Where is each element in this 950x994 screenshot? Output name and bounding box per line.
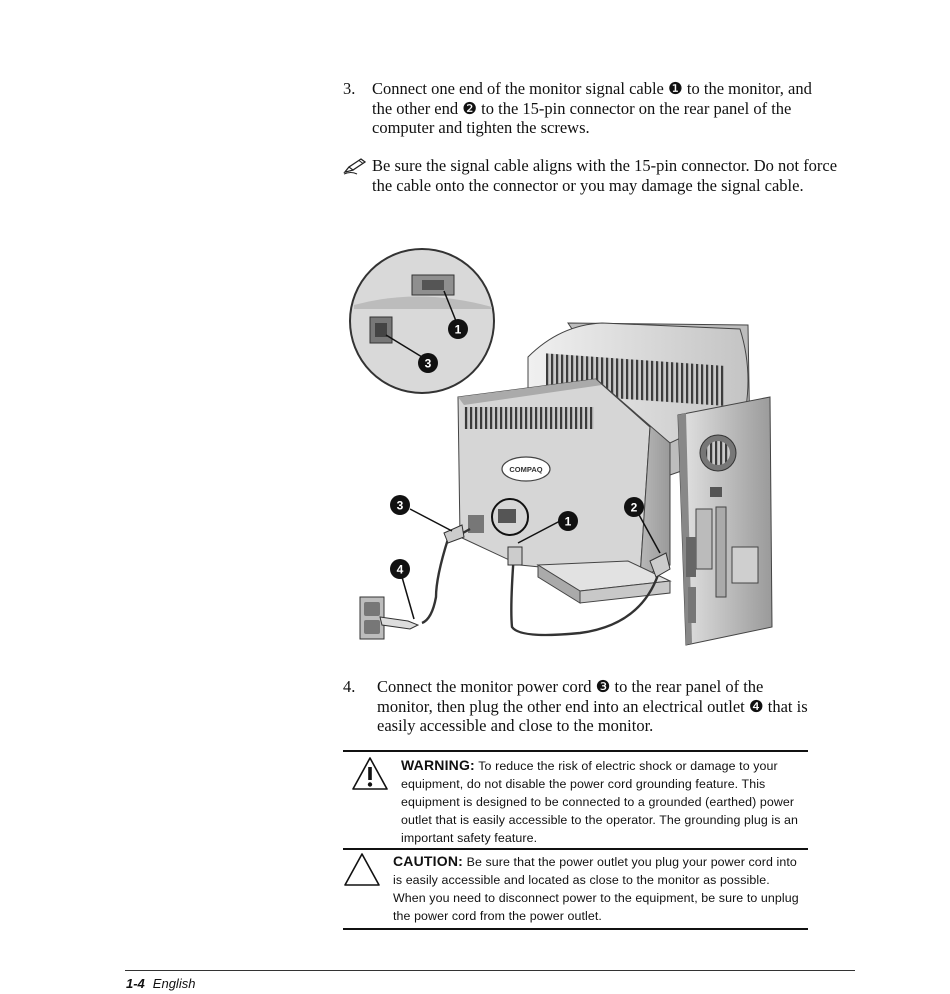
svg-text:2: 2 [630, 500, 638, 515]
caution-icon [343, 852, 381, 893]
caution-label: CAUTION: [393, 853, 464, 869]
footer-rule [125, 970, 855, 971]
warning-icon [351, 756, 389, 797]
warning-text [401, 756, 809, 847]
svg-text:1: 1 [454, 322, 462, 337]
svg-text:4: 4 [396, 562, 404, 577]
box-top-rule [343, 750, 808, 752]
note [343, 156, 843, 195]
monitor-connection-illustration [340, 247, 780, 652]
svg-text:1: 1 [564, 514, 572, 529]
pencil-note-icon [343, 156, 369, 176]
step-3 [343, 79, 813, 138]
box-bottom-rule [343, 928, 808, 930]
svg-text:3: 3 [424, 356, 432, 371]
step-number: 4. [343, 677, 356, 696]
page-footer [126, 976, 195, 991]
warning-label: WARNING: [401, 757, 475, 773]
step-number: 3. [343, 79, 356, 98]
caution-body: Be sure that the power outlet you plug your power cord into is easily accessible and located as close to the monitor as possible. When you need to disconnect power to the equipment, be sure to unplug the power cord from the power outlet. [393, 855, 799, 923]
page-number: 1-4 [126, 976, 145, 991]
box-middle-rule [343, 848, 808, 850]
computer-tower [678, 397, 772, 645]
step-text: Connect the monitor power cord ❸ to the rear panel of the monitor, then plug the other end into an electrical outlet ❹ that is easily accessible and close to the monitor. [377, 677, 808, 735]
svg-text:COMPAQ: COMPAQ [509, 465, 543, 474]
note-text: Be sure the signal cable aligns with the 15-pin connector. Do not force the cable onto the connector or you may damage the signal cable. [372, 156, 838, 195]
step-4 [343, 677, 813, 736]
svg-text:3: 3 [396, 498, 404, 513]
caution-text [393, 852, 803, 925]
step-text: Connect one end of the monitor signal cable ❶ to the monitor, and the other end ❷ to the 15-pin connector on the rear panel of the computer and tighten the screws. [372, 79, 812, 137]
footer-language: English [152, 976, 196, 991]
warning-body: To reduce the risk of electric shock or damage to your equipment, do not disable the power cord grounding feature. This equipment is designed to be connected to a grounded (earthed) power outlet that is easily accessible to the operator. The grounding plug is an important safety feature. [401, 759, 799, 845]
inset-detail [350, 249, 494, 393]
